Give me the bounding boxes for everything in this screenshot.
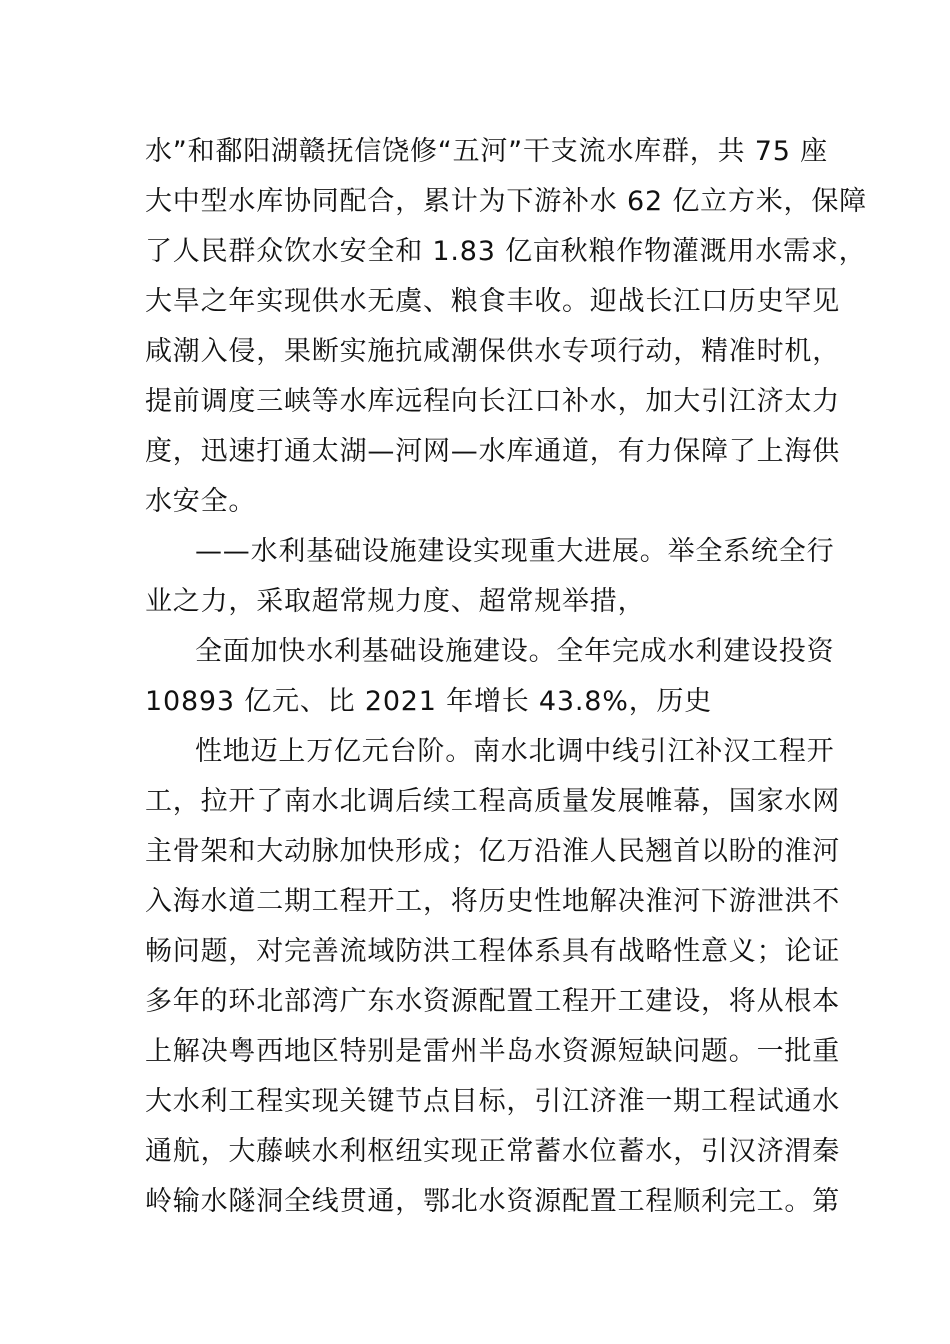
text-line-5: 咸潮入侵，果断实施抗咸潮保供水专项行动，精准时机， [145,336,840,367]
text-line-3: 了人民群众饮水安全和 1.83 亿亩秋粮作物灌溉用水需求， [145,236,867,267]
text-line-11: 全面加快水利基础设施建设。全年完成水利建设投资 [195,636,835,667]
text-line-7: 度，迅速打通太湖—河网—水库通道，有力保障了上海供 [145,436,840,467]
text-line-18: 多年的环北部湾广东水资源配置工程开工建设，将从根本 [145,986,840,1017]
text-line-16: 入海水道二期工程开工，将历史性地解决淮河下游泄洪不 [145,886,840,917]
text-line-10: 业之力，采取超常规力度、超常规举措， [145,586,646,617]
text-line-17: 畅问题，对完善流域防洪工程体系具有战略性意义；论证 [145,936,840,967]
text-line-12: 10893 亿元、比 2021 年增长 43.8%，历史 [145,686,713,717]
text-line-22: 岭输水隧洞全线贯通，鄂北水资源配置工程顺利完工。第 [145,1186,840,1217]
text-line-9: ——水利基础设施建设实现重大进展。举全系统全行 [195,536,835,567]
text-line-21: 通航，大藤峡水利枢纽实现正常蓄水位蓄水，引汉济渭秦 [145,1136,840,1167]
text-line-1: 水”和鄱阳湖赣抚信饶修“五河”干支流水库群，共 75 座 [145,136,828,167]
text-line-8: 水安全。 [145,486,257,517]
text-line-19: 上解决粤西地区特别是雷州半岛水资源短缺问题。一批重 [145,1036,840,1067]
text-line-14: 工，拉开了南水北调后续工程高质量发展帷幕，国家水网 [145,786,840,817]
text-line-2: 大中型水库协同配合，累计为下游补水 62 亿立方米，保障 [145,186,867,217]
text-line-4: 大旱之年实现供水无虞、粮食丰收。迎战长江口历史罕见 [145,286,840,317]
text-line-6: 提前调度三峡等水库远程向长江口补水，加大引江济太力 [145,386,840,417]
text-line-13: 性地迈上万亿元台阶。南水北调中线引江补汉工程开 [195,736,835,767]
text-line-20: 大水利工程实现关键节点目标，引江济淮一期工程试通水 [145,1086,840,1117]
text-line-15: 主骨架和大动脉加快形成；亿万沿淮人民翘首以盼的淮河 [145,836,840,867]
